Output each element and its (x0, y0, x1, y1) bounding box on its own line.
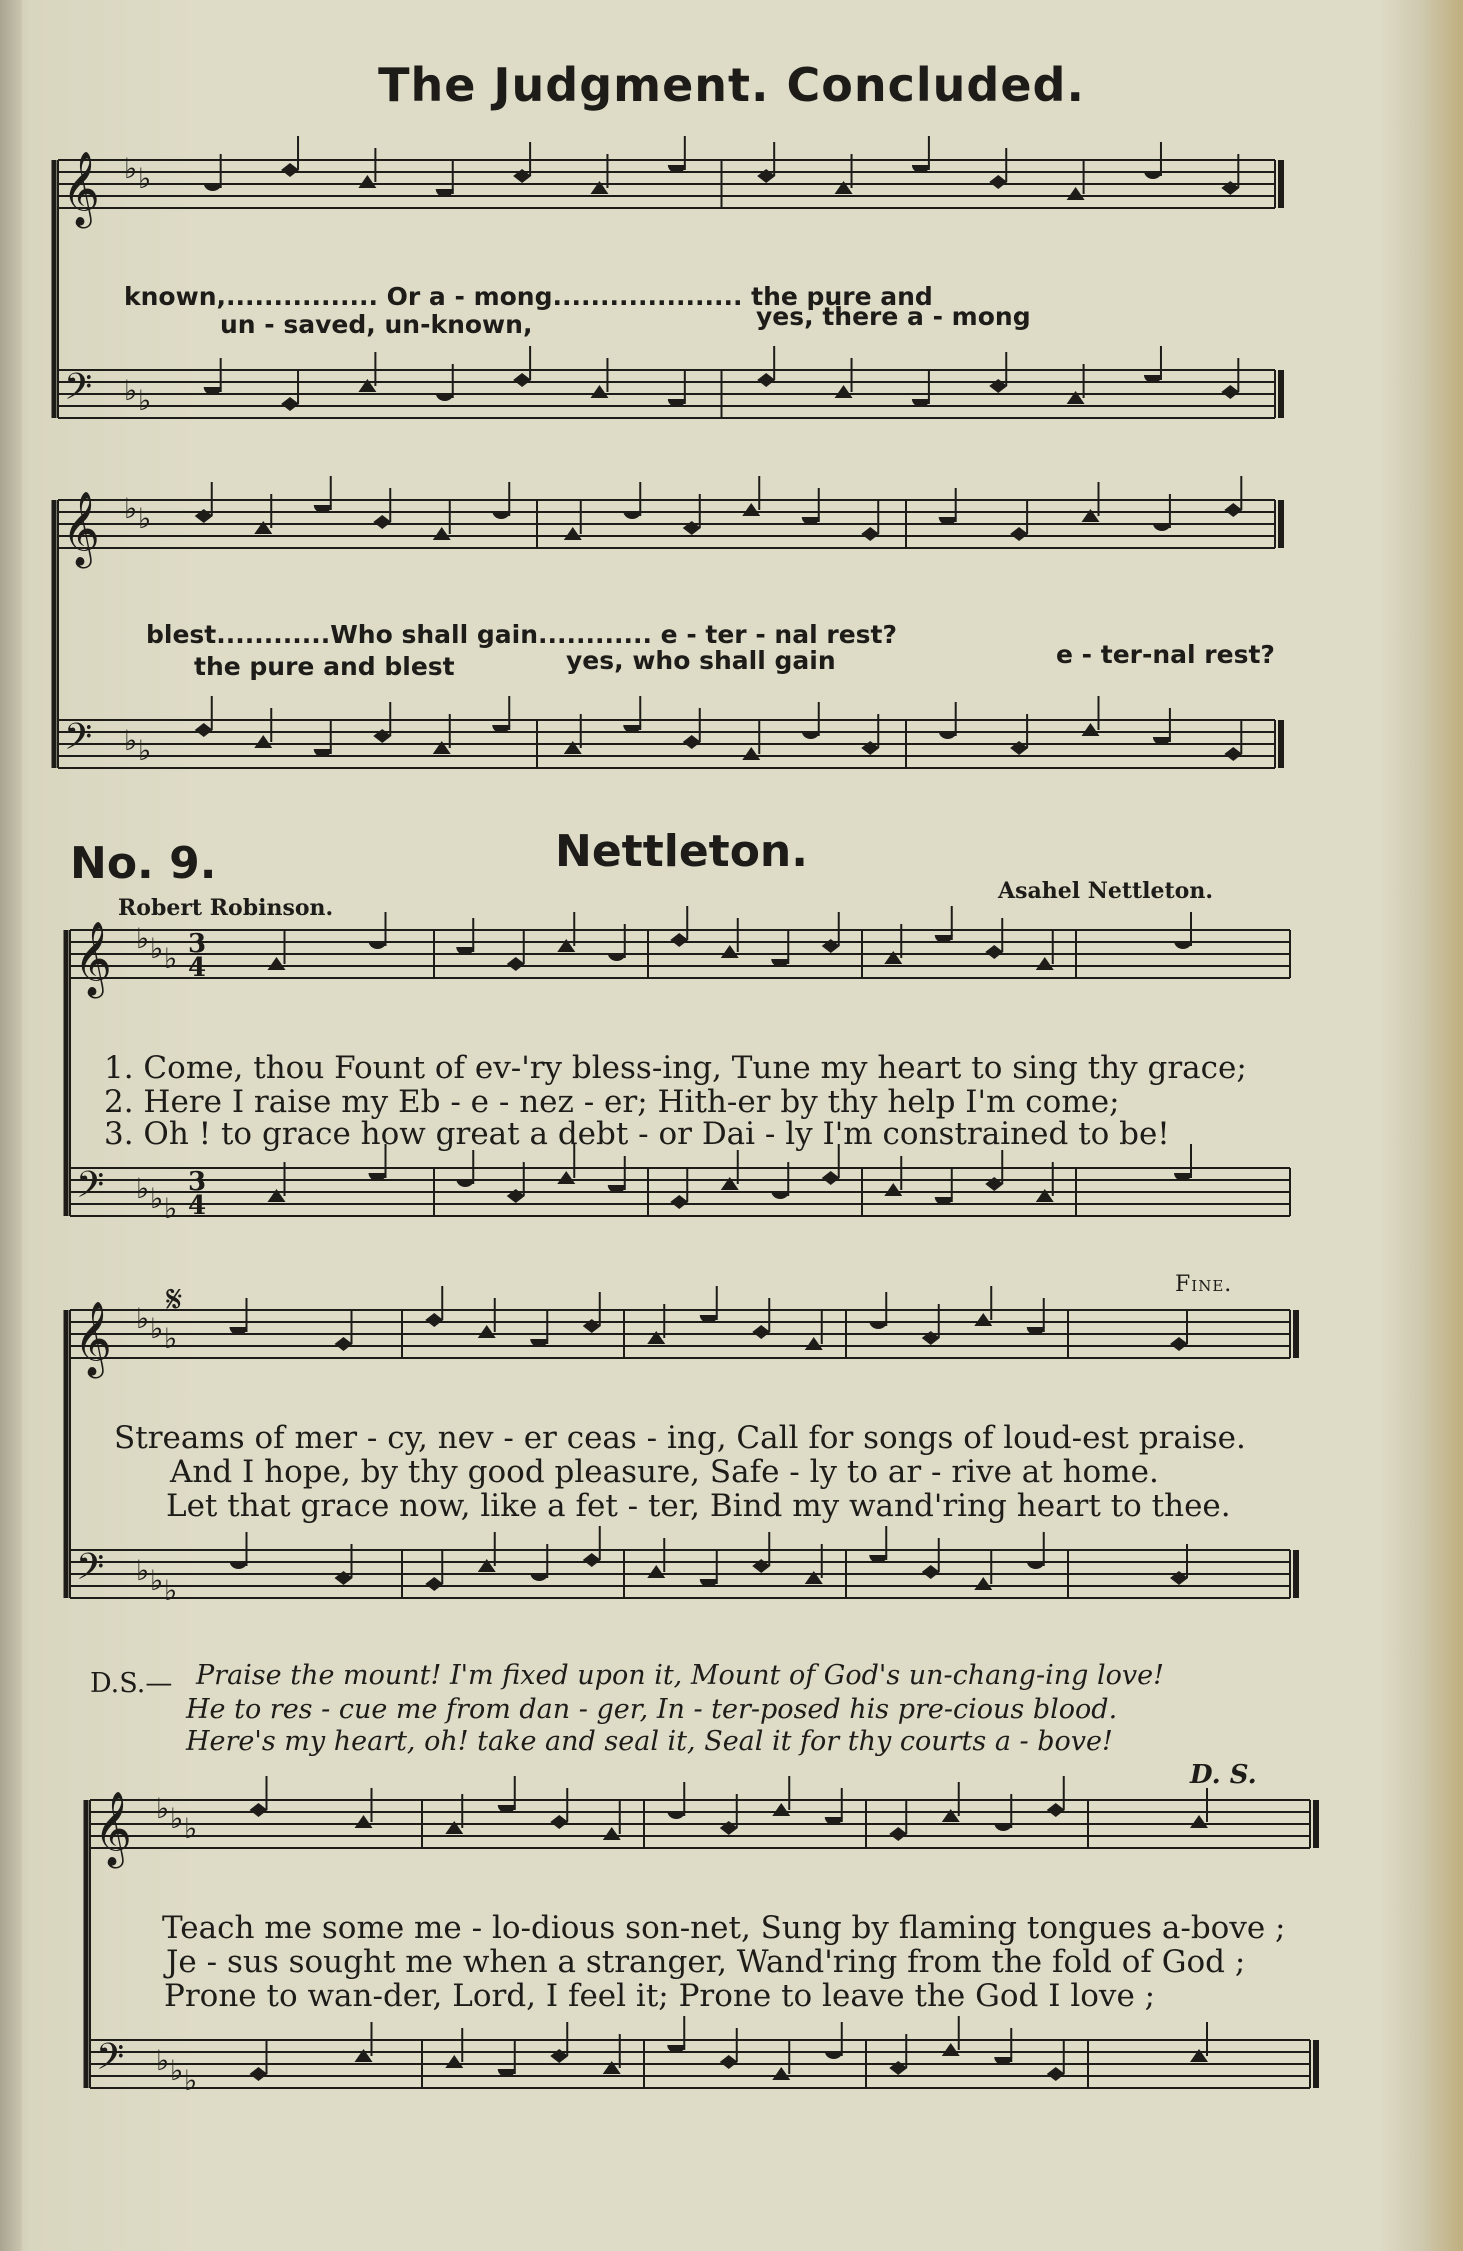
note-head (974, 1577, 992, 1590)
flat-sign: ♭ (138, 162, 152, 195)
treble-staff (58, 160, 1275, 208)
note-head (550, 1815, 568, 1829)
note-head (805, 1571, 823, 1584)
stanza2-line-1: Streams of mer - cy, nev - er ceas - ing, Call for songs of loud-est praise. (114, 1420, 1246, 1456)
time-signature: 4 (188, 953, 207, 983)
note-head (1036, 1189, 1054, 1202)
note-head (884, 951, 902, 964)
flat-sign: ♭ (184, 2064, 198, 2097)
note-head (835, 181, 853, 194)
note-head (623, 511, 641, 519)
note-head (1190, 2049, 1208, 2062)
note-head (433, 741, 451, 754)
note-head (603, 2061, 621, 2074)
flat-sign: ♭ (138, 384, 152, 417)
note-head (974, 1313, 992, 1326)
note-head (268, 957, 286, 970)
judgment-lyric-line2: un - saved, un-known, (220, 310, 533, 339)
note-head (742, 747, 760, 760)
note-head (492, 511, 510, 519)
stanza3-line-1: Teach me some me - lo-dious son-net, Sung by flaming tongues a-bove ; (162, 1910, 1286, 1946)
note-head (670, 933, 688, 947)
ds-line-2: He to res - cue me from dan - ger, In - ter-posed his pre-cious blood. (186, 1694, 1118, 1725)
note-head (985, 945, 1003, 959)
treble-staff (58, 500, 1275, 548)
stanza1-line-2: 2. Here I raise my Eb - e - nez - er; Hith-er by thy help I'm come; (104, 1084, 1120, 1120)
note-head (667, 1811, 685, 1819)
flat-sign: ♭ (138, 502, 152, 535)
flat-sign: ♭ (156, 2044, 170, 2077)
flat-sign: ♭ (156, 1792, 170, 1825)
note-head (1082, 509, 1100, 522)
note-head (281, 397, 299, 411)
treble-clef: 𝄞 (62, 492, 100, 566)
note-head (822, 1171, 840, 1185)
note-head (355, 1815, 373, 1828)
note-head (721, 945, 739, 958)
note-head (583, 1553, 601, 1567)
hymn-poet: Robert Robinson. (118, 895, 334, 921)
note-head (425, 1313, 443, 1327)
segno-sign: 𝄋 (166, 1277, 183, 1321)
bass-clef: 𝄢 (76, 1546, 105, 1597)
note-head (281, 163, 299, 177)
note-head (647, 1331, 665, 1344)
note-head (425, 1577, 443, 1591)
note-head (358, 175, 376, 188)
note-head (557, 1171, 575, 1184)
bass-staff (70, 1550, 1290, 1598)
flat-sign: ♭ (164, 942, 178, 975)
treble-staff (70, 1310, 1290, 1358)
note-head (268, 1189, 286, 1202)
note-head (608, 953, 626, 961)
stanza1-line-3: 3. Oh ! to grace how great a debt - or Dai - ly I'm constrained to be! (104, 1116, 1170, 1152)
note-head (254, 735, 272, 748)
note-head (254, 521, 272, 534)
flat-sign: ♭ (164, 1322, 178, 1355)
note-head (507, 957, 525, 971)
treble-staff (90, 1800, 1310, 1848)
stanza1-line-1: 1. Come, thou Fount of ev-'ry bless-ing, Tune my heart to sing thy grace; (104, 1050, 1247, 1086)
note-head (1224, 503, 1242, 517)
bass-clef: 𝄢 (76, 1164, 105, 1215)
bass-clef: 𝄢 (64, 716, 93, 767)
treble-clef: 𝄞 (94, 1792, 132, 1866)
note-head (825, 2051, 843, 2059)
flat-sign: ♭ (170, 2054, 184, 2087)
bass-staff (70, 1168, 1290, 1216)
ds-mark: D. S. (1190, 1760, 1257, 1790)
note-head (721, 1177, 739, 1190)
note-head (805, 1337, 823, 1350)
note-head (1027, 1561, 1045, 1569)
note-head (436, 393, 454, 401)
flat-sign: ♭ (170, 1802, 184, 1835)
time-signature: 3 (188, 1167, 207, 1197)
note-head (647, 1565, 665, 1578)
flat-sign: ♭ (124, 724, 138, 757)
note-head (195, 723, 213, 737)
judgment2-lyric-line2c: e - ter-nal rest? (1056, 640, 1275, 669)
note-head (373, 515, 391, 529)
flat-sign: ♭ (124, 374, 138, 407)
note-head (1190, 1815, 1208, 1828)
judgment2-lyric-line2a: the pure and blest (194, 652, 455, 681)
flat-sign: ♭ (136, 1302, 150, 1335)
note-head (942, 1809, 960, 1822)
note-head (564, 741, 582, 754)
flat-sign: ♭ (164, 1192, 178, 1225)
note-head (590, 181, 608, 194)
note-head (1067, 391, 1085, 404)
fine-mark: Fine. (1175, 1272, 1233, 1297)
flat-sign: ♭ (150, 1564, 164, 1597)
note-head (742, 503, 760, 516)
note-head (530, 1573, 548, 1581)
stanza2-line-2: And I hope, by thy good pleasure, Safe - ly to ar - rive at home. (170, 1454, 1159, 1490)
hymn-number: No. 9. (70, 838, 217, 889)
note-head (683, 735, 701, 749)
note-head (994, 1823, 1012, 1831)
time-signature: 4 (188, 1191, 207, 1221)
note-head (1174, 941, 1192, 949)
note-head (1170, 1337, 1188, 1351)
note-head (1082, 723, 1100, 736)
note-head (250, 1803, 268, 1817)
flat-sign: ♭ (150, 1182, 164, 1215)
note-head (720, 2055, 738, 2069)
note-head (1010, 527, 1028, 541)
bass-staff (90, 2040, 1310, 2088)
note-head (670, 1195, 688, 1209)
hymn-composer: Asahel Nettleton. (998, 878, 1213, 904)
note-head (802, 731, 820, 739)
note-head (1224, 747, 1242, 761)
note-head (335, 1337, 353, 1351)
note-head (752, 1325, 770, 1339)
bass-clef: 𝄢 (96, 2036, 125, 2087)
flat-sign: ♭ (136, 922, 150, 955)
flat-sign: ♭ (138, 734, 152, 767)
judgment-lyric-line1: known,................ Or a - mong.................... the pure and (124, 282, 933, 311)
flat-sign: ♭ (124, 492, 138, 525)
note-head (250, 2067, 268, 2081)
note-head (771, 1191, 789, 1199)
stanza3-line-3: Prone to wan-der, Lord, I feel it; Prone to leave the God I love ; (164, 1978, 1156, 2014)
note-head (445, 2055, 463, 2068)
note-head (835, 385, 853, 398)
note-head (772, 2067, 790, 2080)
judgment2-lyric-line2b: yes, who shall gain (566, 646, 836, 675)
note-head (989, 175, 1007, 189)
flat-sign: ♭ (150, 1312, 164, 1345)
note-head (1153, 523, 1171, 531)
judgment2-lyric-line1: blest............Who shall gain............ e - ter - nal rest? (146, 620, 897, 649)
note-head (1144, 171, 1162, 179)
treble-clef: 𝄞 (62, 152, 100, 226)
ds-line-1: Praise the mount! I'm fixed upon it, Mount of God's un-chang-ing love! (196, 1660, 1164, 1691)
note-head (603, 1827, 621, 1840)
note-head (757, 373, 775, 387)
note-head (369, 941, 387, 949)
ds-line-3: Here's my heart, oh! take and seal it, Seal it for thy courts a - bove! (186, 1726, 1113, 1757)
note-head (869, 1321, 887, 1329)
note-head (1221, 385, 1239, 399)
note-head (884, 1183, 902, 1196)
note-head (1047, 1803, 1065, 1817)
flat-sign: ♭ (164, 1574, 178, 1607)
stanza2-line-3: Let that grace now, like a fet - ter, Bind my wand'ring heart to thee. (166, 1488, 1231, 1524)
ds-label: D.S.— (90, 1668, 173, 1699)
note-head (1036, 957, 1054, 970)
note-head (564, 527, 582, 540)
note-head (922, 1565, 940, 1579)
note-head (358, 379, 376, 392)
note-head (557, 939, 575, 952)
note-head (433, 527, 451, 540)
flat-sign: ♭ (136, 1172, 150, 1205)
judgment-lyric-line2b: yes, there a - mong (756, 302, 1031, 331)
flat-sign: ♭ (136, 1554, 150, 1587)
note-head (456, 1179, 474, 1187)
note-head (355, 2049, 373, 2062)
note-head (861, 527, 879, 541)
flat-sign: ♭ (150, 932, 164, 965)
note-head (1047, 2067, 1065, 2081)
hymn-title: Nettleton. (555, 826, 808, 877)
treble-clef: 𝄞 (74, 922, 112, 996)
note-head (590, 385, 608, 398)
page-title: The Judgment. Concluded. (378, 58, 1085, 112)
note-head (772, 1803, 790, 1816)
note-head (889, 1827, 907, 1841)
bass-staff (58, 370, 1275, 418)
treble-clef: 𝄞 (74, 1302, 112, 1376)
note-head (478, 1325, 496, 1338)
note-head (513, 373, 531, 387)
note-head (1067, 187, 1085, 200)
note-head (230, 1561, 248, 1569)
note-head (942, 2043, 960, 2056)
note-head (445, 1821, 463, 1834)
flat-sign: ♭ (124, 152, 138, 185)
stanza3-line-2: Je - sus sought me when a stranger, Wand'ring from the fold of God ; (166, 1944, 1246, 1980)
bass-clef: 𝄢 (64, 366, 93, 417)
flat-sign: ♭ (184, 1812, 198, 1845)
note-head (204, 183, 222, 191)
time-signature: 3 (188, 929, 207, 959)
note-head (478, 1559, 496, 1572)
note-head (939, 731, 957, 739)
